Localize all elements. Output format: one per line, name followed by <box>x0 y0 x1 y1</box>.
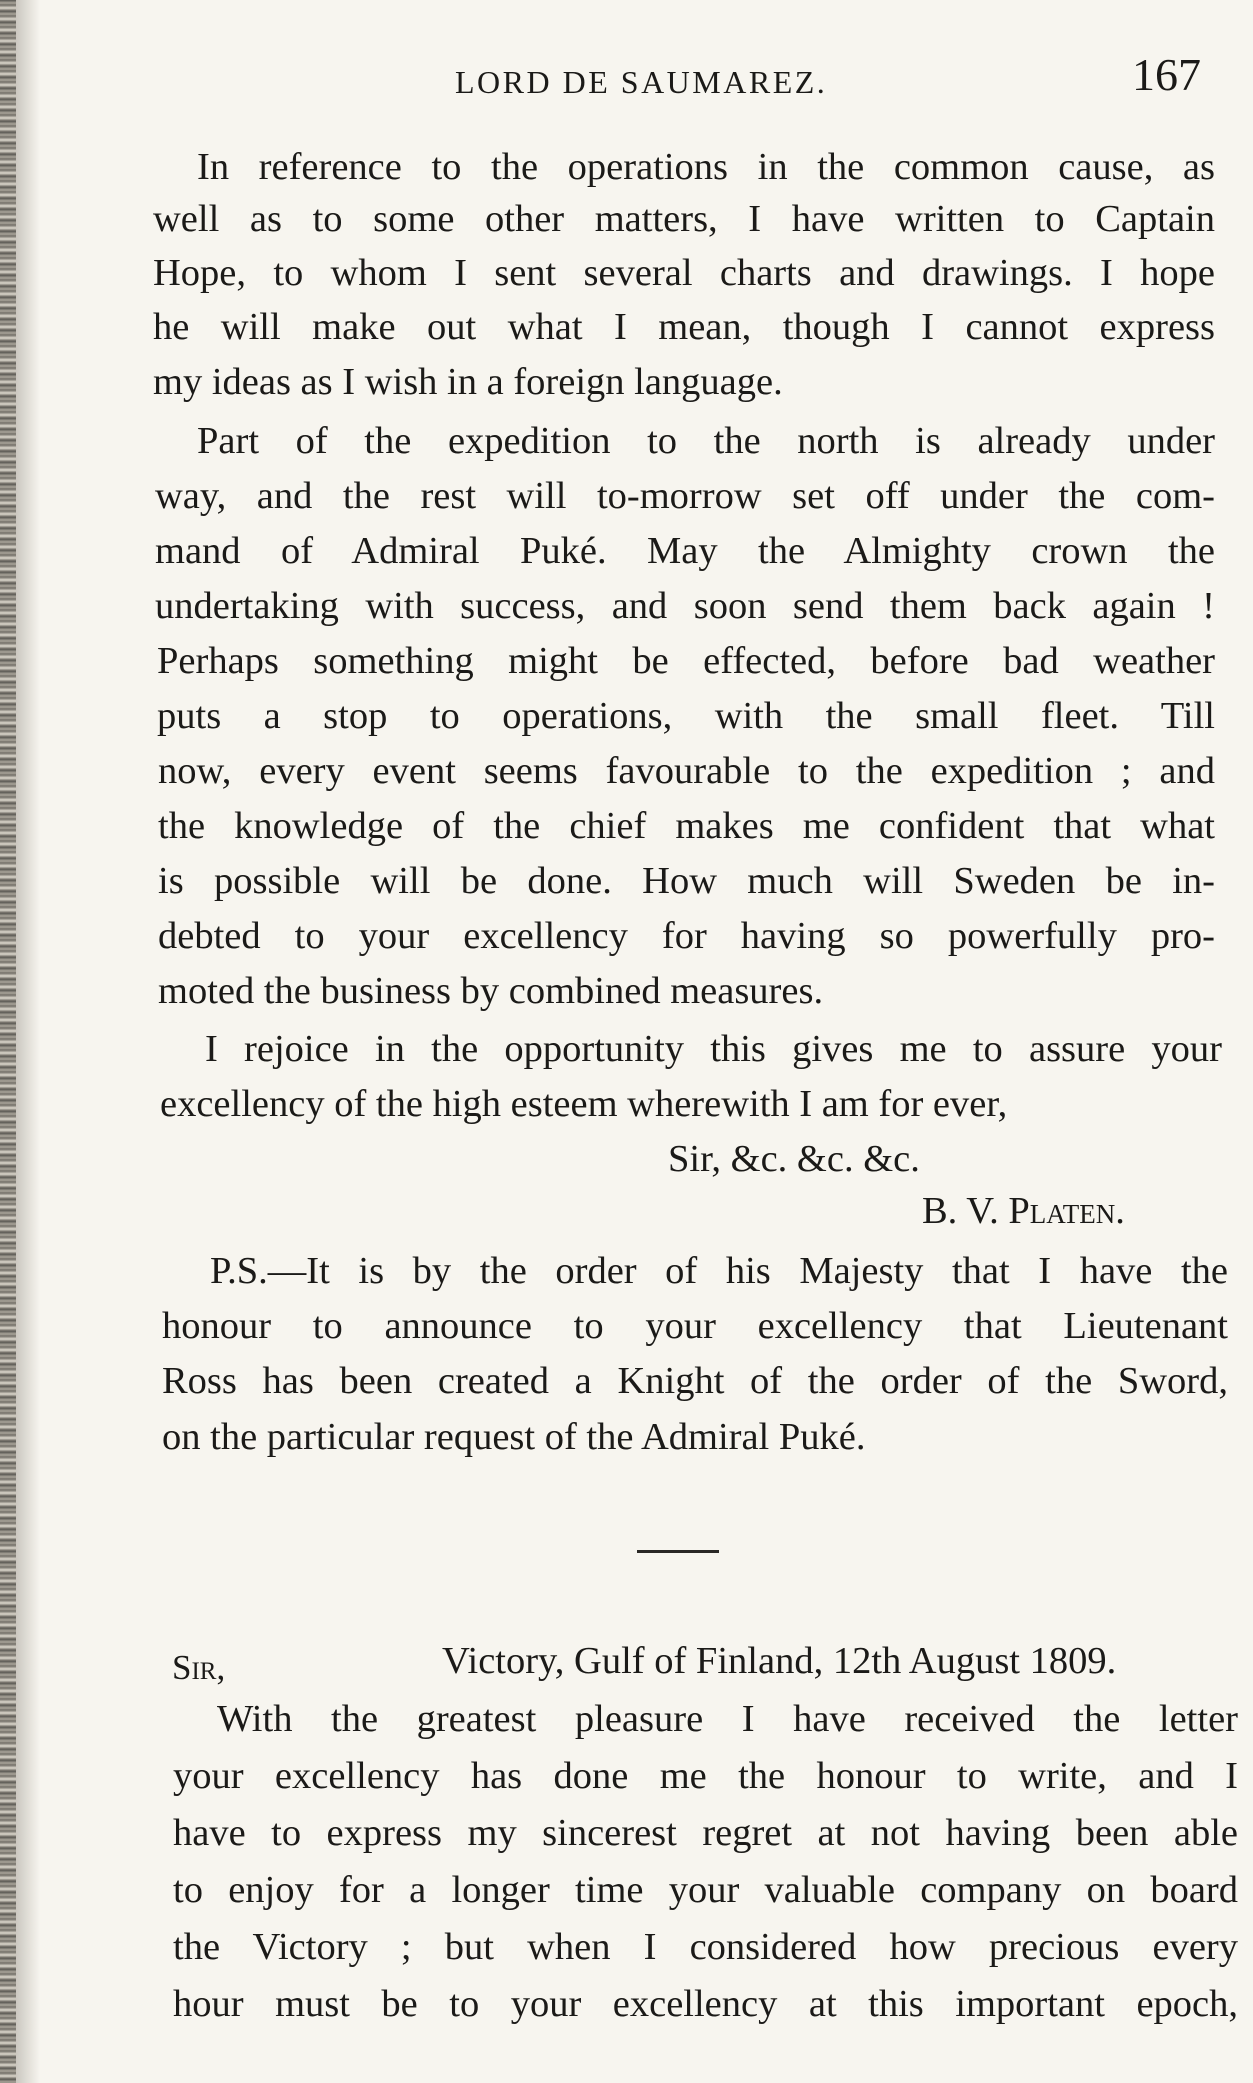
text-line: moted the business by combined measures. <box>158 970 824 1012</box>
text-line: your excellency has done me the honour to write, and I <box>173 1755 1238 1797</box>
signature: B. V. Platen. <box>922 1190 1125 1232</box>
text-line: my ideas as I wish in a foreign language. <box>153 361 783 403</box>
text-line: undertaking with success, and soon send them back again ! <box>155 585 1215 627</box>
text-line: way, and the rest will to-morrow set off under the com- <box>155 475 1215 517</box>
page-gutter-shadow <box>16 0 40 2083</box>
text-line: hour must be to your excellency at this important epoch, <box>173 1983 1238 2025</box>
text-line: I rejoice in the opportunity this gives me to assure your <box>205 1028 1222 1070</box>
section-divider-rule <box>637 1550 719 1553</box>
text-line: In reference to the operations in the common cause, as <box>197 146 1215 188</box>
salutation: Sir, <box>172 1648 226 1687</box>
text-line: now, every event seems favourable to the expedition ; and <box>158 750 1215 792</box>
text-line: to enjoy for a longer time your valuable company on board <box>173 1869 1238 1911</box>
page-number: 167 <box>1132 49 1201 100</box>
text-line: Ross has been created a Knight of the order of the Sword, <box>162 1360 1228 1402</box>
text-line: Perhaps something might be effected, before bad weather <box>157 640 1215 682</box>
text-line: debted to your excellency for having so powerfully pro- <box>158 915 1215 957</box>
text-line: excellency of the high esteem wherewith I am for ever, <box>160 1083 1008 1125</box>
text-line: well as to some other matters, I have written to Captain <box>153 198 1215 240</box>
running-title: LORD DE SAUMAREZ. <box>455 64 828 100</box>
text-line: puts a stop to operations, with the small fleet. Till <box>157 695 1215 737</box>
text-line: have to express my sincerest regret at not having been able <box>173 1812 1238 1854</box>
text-line: Hope, to whom I sent several charts and drawings. I hope <box>153 252 1215 294</box>
text-line: he will make out what I mean, though I cannot express <box>153 306 1215 348</box>
text-line: the Victory ; but when I considered how precious every <box>173 1926 1238 1968</box>
text-line: mand of Admiral Puké. May the Almighty crown the <box>155 530 1215 572</box>
dateline: Victory, Gulf of Finland, 12th August 1809. <box>442 1640 1117 1682</box>
text-line: P.S.—It is by the order of his Majesty that I have the <box>210 1250 1228 1292</box>
page-binding-edge <box>0 0 16 2083</box>
letter-closing: Sir, &c. &c. &c. <box>668 1138 920 1180</box>
text-line: Part of the expedition to the north is already under <box>197 420 1215 462</box>
text-line: on the particular request of the Admiral Puké. <box>162 1416 866 1458</box>
text-line: the knowledge of the chief makes me confident that what <box>158 805 1215 847</box>
text-line: honour to announce to your excellency that Lieutenant <box>162 1305 1228 1347</box>
text-line: is possible will be done. How much will Sweden be in- <box>158 860 1215 902</box>
text-line: With the greatest pleasure I have received the letter <box>217 1698 1238 1740</box>
